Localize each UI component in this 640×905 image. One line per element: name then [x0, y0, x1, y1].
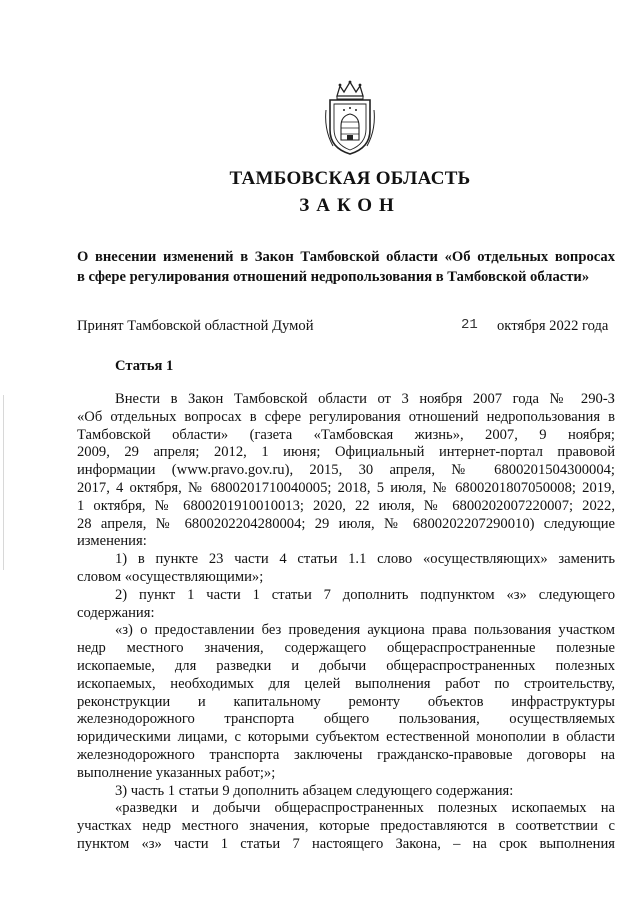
law-title-line: в сфере регулирования отношений недропользования в Тамбовской области» — [77, 269, 590, 285]
body-line: юридическими лицами, с которыми субъектом естественной монополии в области — [77, 729, 615, 746]
body-line: «разведки и добычи общераспространенных полезных ископаемых на — [115, 800, 615, 817]
body-line: 2009, 29 апреля; 2012, 1 июня; Официальный интернет-портал правовой — [77, 444, 615, 461]
body-line: реконструкции и капитальному ремонту объектов инфраструктуры — [77, 693, 615, 710]
body-line: 1) в пункте 23 части 4 статьи 1.1 слово «осуществляющих» заменить — [115, 551, 615, 568]
body-line: 28 апреля, № 6800202204280004; 29 июля, № 6800202207290010) следующие — [77, 515, 615, 532]
body-line: ископаемые, для разведки и добычи общераспространенных полезных — [77, 657, 615, 674]
body-line: пунктом «з» части 1 статьи 7 настоящего Закона, – на срок выполнения — [77, 835, 615, 852]
law-title-line: О внесении изменений в Закон Тамбовской области «Об отдельных вопросах — [77, 249, 615, 265]
region-heading: ТАМБОВСКАЯ ОБЛАСТЬ — [229, 168, 471, 189]
adoption-month-year: октября 2022 года — [497, 318, 609, 334]
body-line: содержания: — [77, 604, 155, 621]
body-line: словом «осуществляющими»; — [77, 568, 264, 585]
margin-line — [3, 395, 4, 570]
body-line: «Об отдельных вопросах в сфере регулирования отношений недропользования в — [77, 408, 615, 425]
body-line: Тамбовской области» (газета «Тамбовская жизнь», 2007, 9 ноября; — [77, 426, 615, 443]
body-line: ископаемых, необходимых для целей выполнения работ по строительству, — [77, 675, 615, 692]
body-line: информации (www.pravo.gov.ru), 2015, 30 апреля, № 6800201504300004; — [77, 462, 615, 479]
article-heading: Статья 1 — [115, 358, 174, 374]
body-line: Внести в Закон Тамбовской области от 3 ноября 2007 года № 290-З — [115, 391, 615, 407]
body-line: изменения: — [77, 533, 147, 550]
adoption-day: 21 — [461, 317, 478, 333]
law-title — [77, 247, 615, 287]
body-line: 1 октября, № 6800201910010013; 2020, 22 июля, № 6800202007220007; 2022, — [77, 497, 615, 514]
adoption-label: Принят Тамбовской областной Думой — [77, 318, 314, 334]
law-heading: ЗАКОН — [299, 195, 401, 216]
body-line: выполнение указанных работ;»; — [77, 764, 276, 781]
tambov-coat-of-arms-icon — [323, 80, 377, 156]
body-line: недр местного значения, содержащего общераспространенные полезные — [77, 640, 615, 657]
body-line: железнодорожного транспорта заключены гражданско-правовые договоры на — [77, 746, 615, 763]
body-line: «з) о предоставлении без проведения аукциона права пользования участком — [115, 622, 615, 639]
body-line: железнодорожного транспорта общего пользования, осуществляемых — [77, 711, 615, 728]
body-line: 2017, 4 октября, № 6800201710040005; 2018, 5 июля, № 6800201807050008; 2019, — [77, 479, 615, 496]
body-line: 3) часть 1 статьи 9 дополнить абзацем следующего содержания: — [115, 782, 514, 799]
article-body — [77, 391, 615, 854]
body-line: участках недр местного значения, которые предоставляются в соответствии с — [77, 818, 615, 835]
body-line: 2) пункт 1 части 1 статьи 7 дополнить подпунктом «з» следующего — [115, 586, 615, 603]
